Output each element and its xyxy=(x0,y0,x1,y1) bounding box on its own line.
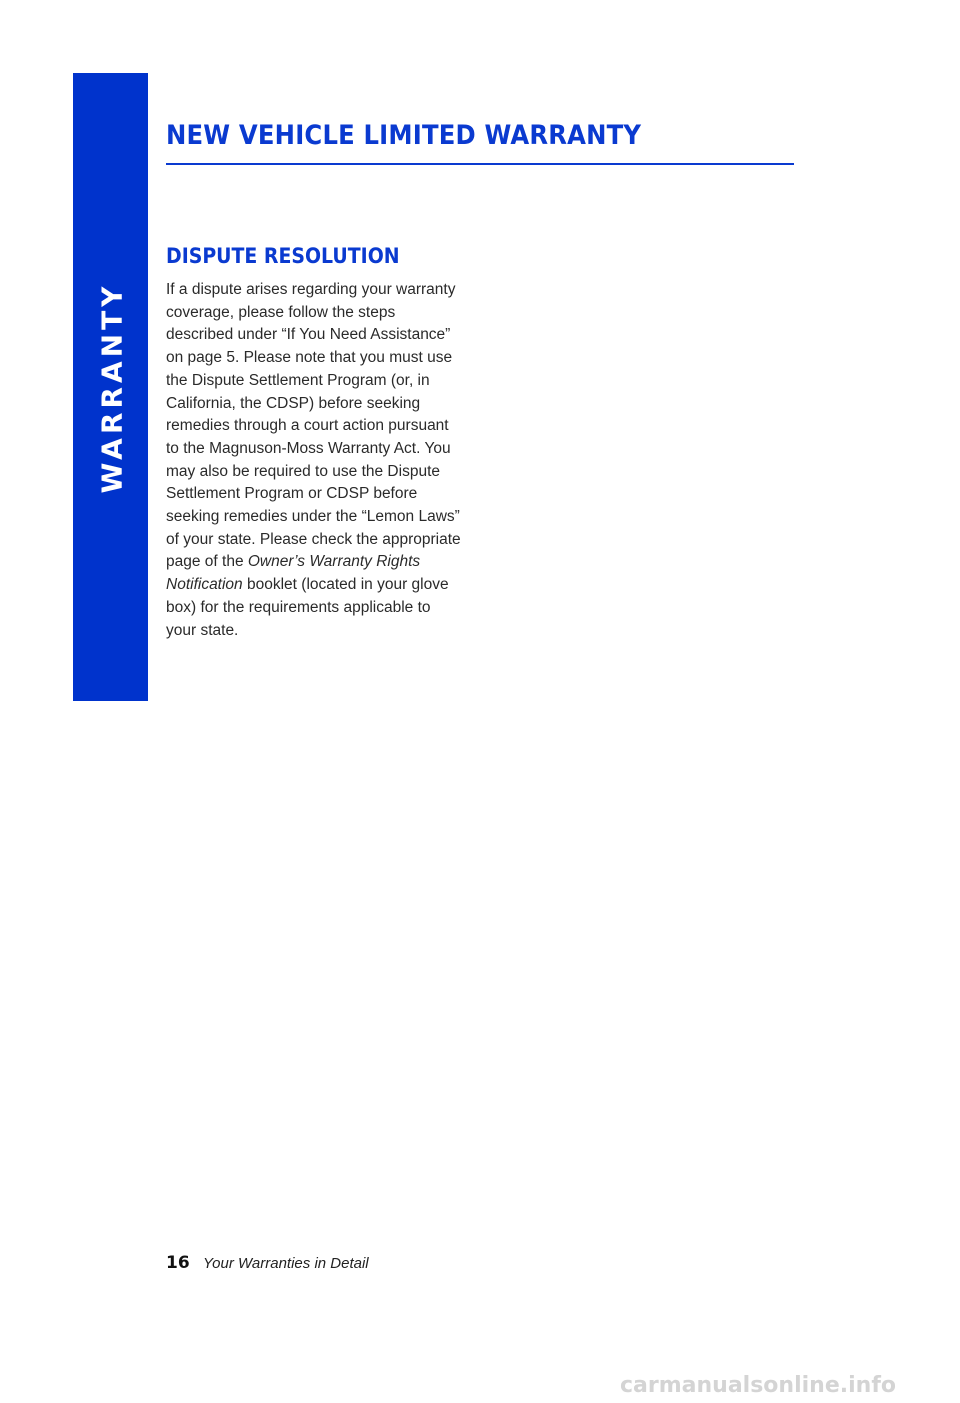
body-line: may also be required to use the Dispute xyxy=(166,462,440,480)
booklet-title-italic: Notification xyxy=(166,576,243,594)
section-heading: DISPUTE RESOLUTION xyxy=(166,244,400,268)
body-line: box) for the requirements applicable to xyxy=(166,598,431,616)
body-line: your state. xyxy=(166,621,239,639)
section-body xyxy=(166,279,461,642)
body-line: of your state. Please check the appropriate xyxy=(166,530,461,548)
footer-caption: Your Warranties in Detail xyxy=(203,1255,369,1272)
body-line: coverage, please follow the steps xyxy=(166,303,396,321)
sidebar-tab-label: WARRANTY xyxy=(95,282,129,494)
body-line xyxy=(166,551,456,574)
body-line: the Dispute Settlement Program (or, in xyxy=(166,371,430,389)
body-text-fragment: booklet (located in your glove xyxy=(242,576,449,594)
body-line: California, the CDSP) before seeking xyxy=(166,394,421,412)
watermark: carmanualsonline.info xyxy=(620,1373,896,1398)
body-line: on page 5. Please note that you must use xyxy=(166,349,453,367)
body-line xyxy=(166,574,456,597)
body-line: seeking remedies under the “Lemon Laws” xyxy=(166,508,460,526)
body-line: remedies through a court action pursuant xyxy=(166,417,449,435)
page-title: NEW VEHICLE LIMITED WARRANTY xyxy=(166,120,642,151)
body-line: Settlement Program or CDSP before xyxy=(166,485,418,503)
booklet-title-italic: Owner’s Warranty Rights xyxy=(247,553,421,571)
body-line: to the Magnuson-Moss Warranty Act. You xyxy=(166,439,451,457)
body-line: If a dispute arises regarding your warranty xyxy=(166,281,456,298)
page-number: 16 xyxy=(166,1253,190,1273)
body-line: described under “If You Need Assistance” xyxy=(166,326,451,344)
title-divider xyxy=(166,163,794,165)
body-text-fragment: page of the xyxy=(166,553,248,571)
